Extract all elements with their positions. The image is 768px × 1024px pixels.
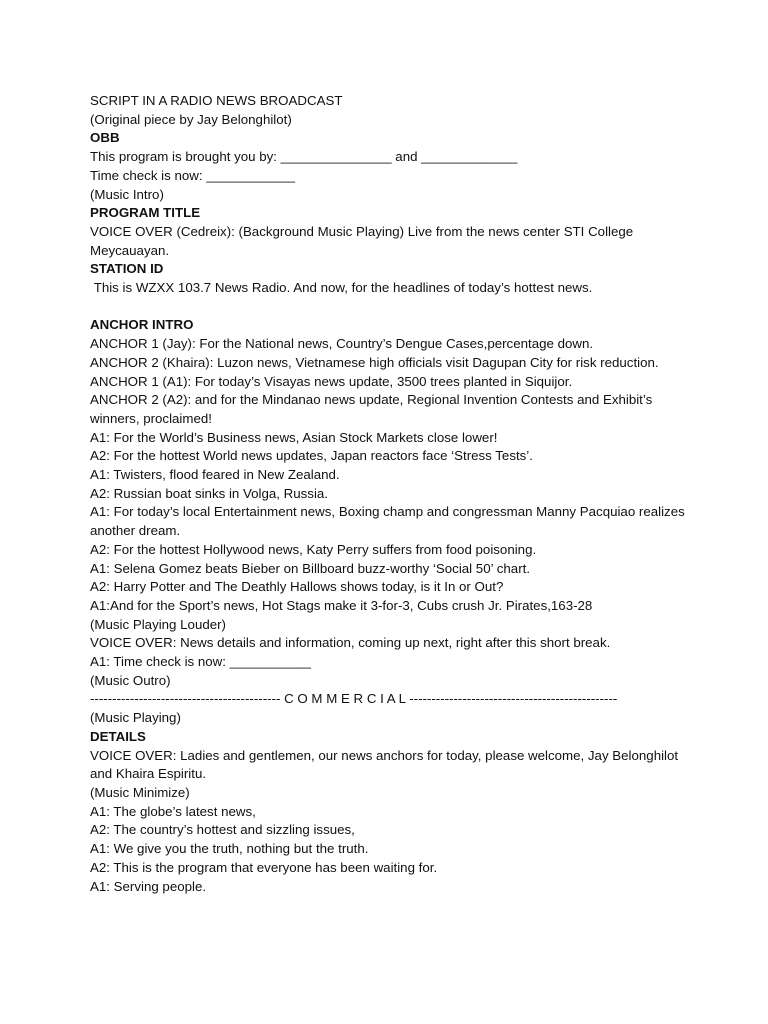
script-line: A2: Harry Potter and The Deathly Hallows shows today, is it In or Out? [90, 579, 504, 595]
script-line: A1: Serving people. [90, 878, 207, 894]
script-line: SCRIPT IN A RADIO NEWS BROADCAST [90, 93, 343, 108]
script-line: A1: Time check is now: ___________ [90, 654, 312, 670]
script-line: (Music Playing) [90, 710, 181, 726]
script-line: ANCHOR 1 (Jay): For the National news, Country’s Dengue Cases,percentage down. [90, 336, 594, 352]
script-line: ANCHOR 2 (Khaira): Luzon news, Vietnamese high officials visit Dagupan City for risk reduction. [90, 354, 659, 370]
script-line: A1: For today’s local Entertainment news, Boxing champ and congressman Manny Pacquiao realizes another dream. [90, 504, 689, 539]
section-heading: ANCHOR INTRO [90, 317, 194, 333]
script-line: ------------------------------------------- C O M M E R C I A L ----------------------------------------------- [90, 691, 618, 707]
script-line: A1: Selena Gomez beats Bieber on Billboard buzz-worthy ‘Social 50’ chart. [90, 560, 531, 576]
script-line: ANCHOR 1 (A1): For today’s Visayas news update, 3500 trees planted in Siquijor. [90, 373, 573, 389]
script-line: A1: Twisters, flood feared in New Zealand. [90, 467, 340, 483]
script-line: VOICE OVER: Ladies and gentlemen, our news anchors for today, please welcome, Jay Belonghilot and Khaira Espiritu. [90, 747, 682, 782]
script-line: (Music Minimize) [90, 785, 190, 800]
script-line: A1:And for the Sport’s news, Hot Stags make it 3-for-3, Cubs crush Jr. Pirates,163-28 [90, 597, 593, 613]
script-line: (Original piece by Jay Belonghilot) [90, 111, 292, 127]
script-line: A2: Russian boat sinks in Volga, Russia. [90, 485, 328, 501]
script-line: (Music Outro) [90, 672, 171, 688]
script-line: VOICE OVER: News details and information, coming up next, right after this short break. [90, 635, 611, 651]
script-line: This program is brought you by: _______________ and _____________ [90, 149, 518, 165]
document-page [90, 92, 690, 896]
section-heading: DETAILS [90, 728, 146, 744]
section-heading: PROGRAM TITLE [90, 205, 201, 221]
script-line: (Music Playing Louder) [90, 616, 226, 632]
script-line: (Music Intro) [90, 186, 164, 202]
script-line: A1: For the World’s Business news, Asian Stock Markets close lower! [90, 429, 498, 445]
script-line: ANCHOR 2 (A2): and for the Mindanao news update, Regional Invention Contests and Exhibit’s winners, proclaimed! [90, 392, 656, 426]
script-line: Time check is now: ____________ [90, 167, 295, 183]
script-line: This is WZXX 103.7 News Radio. And now, for the headlines of today’s hottest news. [90, 280, 593, 296]
script-line: A2: This is the program that everyone has been waiting for. [90, 859, 438, 875]
script-line: A2: The country’s hottest and sizzling issues, [90, 822, 355, 838]
section-heading: STATION ID [90, 261, 164, 277]
script-line: VOICE OVER (Cedreix): (Background Music Playing) Live from the news center STI College Meycauayan. [90, 223, 637, 258]
script-line: A2: For the hottest World news updates, Japan reactors face ‘Stress Tests’. [90, 448, 533, 464]
script-line: A1: We give you the truth, nothing but the truth. [90, 841, 369, 857]
section-heading: OBB [90, 130, 120, 146]
script-line: A1: The globe’s latest news, [90, 803, 256, 819]
script-line: A2: For the hottest Hollywood news, Katy Perry suffers from food poisoning. [90, 541, 537, 557]
script-line [90, 298, 690, 317]
